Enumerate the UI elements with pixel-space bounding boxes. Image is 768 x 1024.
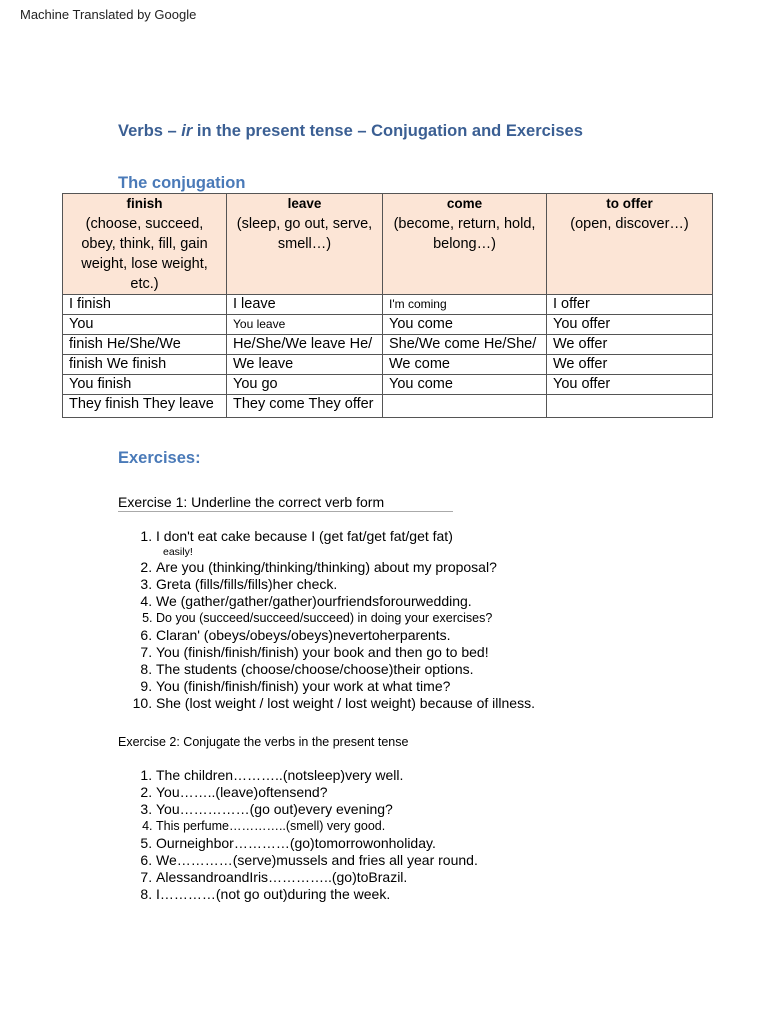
list-item: 1. The children………..(notsleep)very well. xyxy=(156,767,478,784)
table-cell: You leave xyxy=(227,315,383,335)
ir-ending: ir xyxy=(181,122,193,140)
table-row xyxy=(63,395,713,418)
list-item: 6. We…………(serve)mussels and fries all year round. xyxy=(156,852,478,869)
exercises-heading: Exercises: xyxy=(118,449,201,467)
list-item: 8. I…………(not go out)during the week. xyxy=(156,886,478,903)
table-cell: I leave xyxy=(227,295,383,315)
list-item: 4. This perfume…………..(smell) very good. xyxy=(156,818,478,835)
table-cell: We offer xyxy=(547,355,713,375)
header-to-offer: to offer (open, discover…) xyxy=(547,194,713,295)
list-item: 4. We (gather/gather/gather)ourfriendsforourwedding. xyxy=(156,593,535,610)
table-cell: They come They offer xyxy=(227,395,383,418)
table-row xyxy=(63,295,713,315)
table-cell: You xyxy=(63,315,227,335)
table-cell: He/She/We leave He/ xyxy=(227,335,383,355)
list-item: 1. I don't eat cake because I (get fat/get fat/get fat) easily! xyxy=(156,528,535,559)
table-row xyxy=(63,355,713,375)
table-cell: finish We finish xyxy=(63,355,227,375)
exercise1-title: Exercise 1: Underline the correct verb form xyxy=(118,494,453,512)
list-item: 7. AlessandroandIris…………..(go)toBrazil. xyxy=(156,869,478,886)
header-come: come (become, return, hold, belong…) xyxy=(383,194,547,295)
table-cell: finish He/She/We xyxy=(63,335,227,355)
exercise1-list xyxy=(118,528,535,712)
list-item: 6. Claran' (obeys/obeys/obeys)nevertoherparents. xyxy=(156,627,535,644)
table-row xyxy=(63,375,713,395)
list-item: 3. Greta (fills/fills/fills)her check. xyxy=(156,576,535,593)
table-cell: We leave xyxy=(227,355,383,375)
list-item: 7. You (finish/finish/finish) your book and then go to bed! xyxy=(156,644,535,661)
table-cell xyxy=(547,395,713,418)
list-item: 5. Ourneighbor…………(go)tomorrowonholiday. xyxy=(156,835,478,852)
list-item: 3. You……………(go out)every evening? xyxy=(156,801,478,818)
list-item: 2. You……..(leave)oftensend? xyxy=(156,784,478,801)
list-item: 5. Do you (succeed/succeed/succeed) in doing your exercises? xyxy=(156,610,535,627)
translation-banner: Machine Translated by Google xyxy=(20,7,197,22)
list-item: 8. The students (choose/choose/choose)their options. xyxy=(156,661,535,678)
header-finish: finish (choose, succeed, obey, think, fill, gain weight, lose weight, etc.) xyxy=(63,194,227,295)
list-item: 10. She (lost weight / lost weight / lost weight) because of illness. xyxy=(156,695,535,712)
table-cell: You come xyxy=(383,375,547,395)
list-item: 9. You (finish/finish/finish) your work at what time? xyxy=(156,678,535,695)
list-item: 2. Are you (thinking/thinking/thinking) about my proposal? xyxy=(156,559,535,576)
table-cell: You offer xyxy=(547,375,713,395)
conjugation-heading: The conjugation xyxy=(118,174,246,192)
table-cell: We come xyxy=(383,355,547,375)
table-cell: I'm coming xyxy=(383,295,547,315)
table-cell: You come xyxy=(383,315,547,335)
table-cell: She/We come He/She/ xyxy=(383,335,547,355)
table-cell: You go xyxy=(227,375,383,395)
table-cell xyxy=(383,395,547,418)
table-cell: You offer xyxy=(547,315,713,335)
exercise2-title: Exercise 2: Conjugate the verbs in the present tense xyxy=(118,735,409,749)
table-cell: I offer xyxy=(547,295,713,315)
list-item-note: easily! xyxy=(163,546,193,558)
exercise2-list xyxy=(118,767,478,903)
table-cell: You finish xyxy=(63,375,227,395)
header-leave: leave (sleep, go out, serve, smell…) xyxy=(227,194,383,295)
table-cell: I finish xyxy=(63,295,227,315)
table-row xyxy=(63,315,713,335)
conjugation-table xyxy=(62,193,713,418)
table-cell: We offer xyxy=(547,335,713,355)
table-row xyxy=(63,335,713,355)
page-title: Verbs – ir in the present tense – Conjugation and Exercises xyxy=(118,122,583,140)
table-cell: They finish They leave xyxy=(63,395,227,418)
